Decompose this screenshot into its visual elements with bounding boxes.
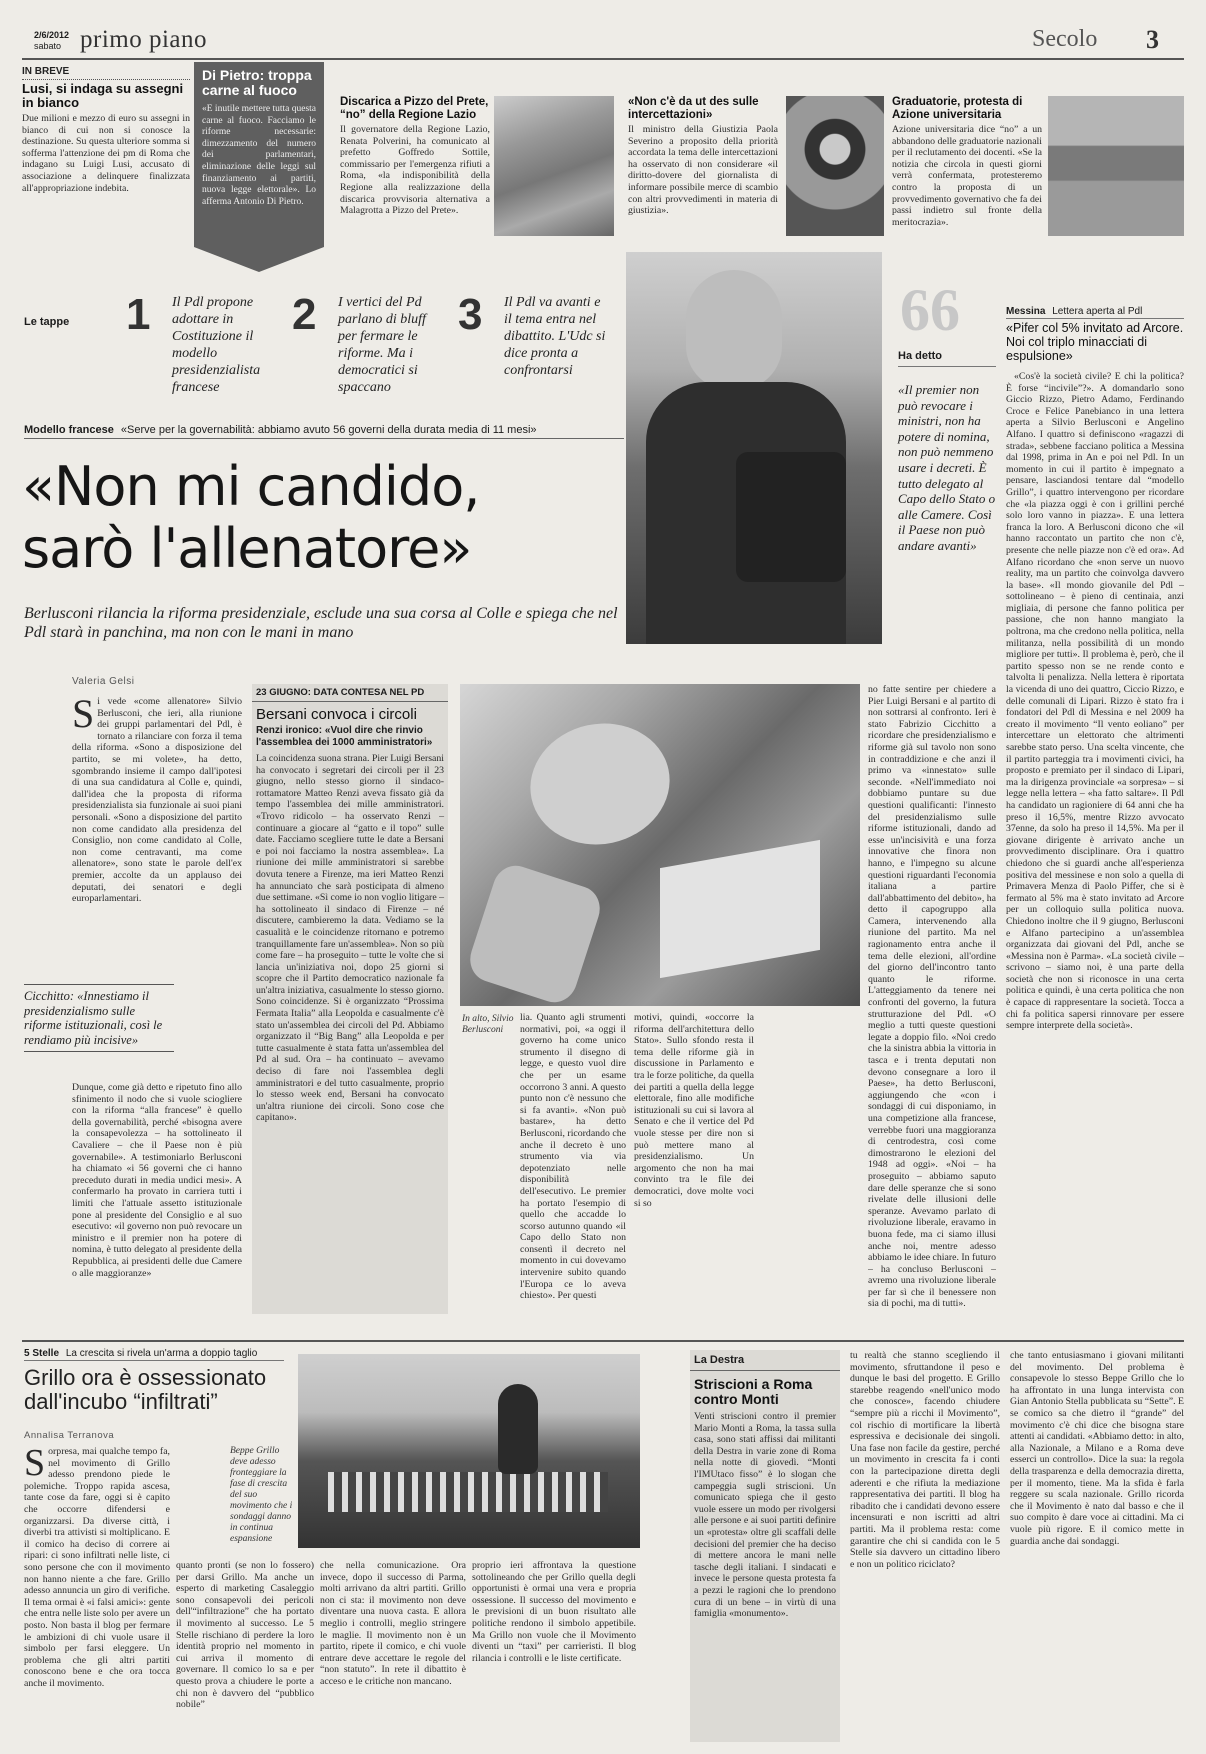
in-breve-title: Lusi, si indaga su assegni in bianco — [22, 81, 184, 110]
berlusconi-photo — [626, 252, 882, 644]
section-title: primo piano — [80, 26, 208, 53]
tappe-number: 1 — [126, 290, 151, 339]
flag-3 — [464, 860, 606, 1006]
messina-title: «Pifer col 5% invitato ad Arcore. Noi col triplo minacciati di espulsione» — [1006, 321, 1184, 363]
grillo-photo — [298, 1354, 640, 1548]
stelle-byline: Annalisa Terranova — [24, 1430, 115, 1441]
main-kicker-label: Modello francese — [24, 424, 114, 436]
grillo-caption: Beppe Grillo deve adesso fronteggiare la fase di crescita del suo movimento che i sondaggi danno in continua espansione — [230, 1446, 293, 1544]
stelle-kicker-label: 5 Stelle — [24, 1348, 60, 1359]
tappe-text: Il Pdl va avanti e il tema entra nel dibattito. L'Udc si dice pronta a confrontarsi — [504, 295, 606, 378]
photo-folder — [736, 452, 846, 582]
section-rule — [22, 1340, 1184, 1342]
stelle-title: Grillo ora è ossessionato dall'incubo “infiltrati” — [24, 1365, 267, 1414]
sidebar-23-giugno — [252, 684, 448, 1314]
ha-detto-quote: «Il premier non può revocare i ministri, non ha potere di nomina, non può nemmeno usare i decreti. È tutto delegato al Capo dello Stato o alle Camere. Così il Paese non può andare avanti» — [898, 382, 996, 553]
main-subhead: Berlusconi rilancia la riforma presidenziale, esclude una sua corsa al Colle e spiega che nel Pdl starà in panchina, ma non con le mani in mano — [24, 605, 618, 641]
flags-caption: In alto, Silvio Berlusconi — [462, 1014, 514, 1035]
destra-col-3: che tanto entusiasmano i giovani militanti del movimento. Del problema è consapevole lo stesso Beppe Grillo che lo ha affrontato in una lunga intervista con Gian Antonio Stella pubblicata su “Sette”. E se comico sa che dietro il “grande” del movimento c'è chi dice che bisogna stare attenti ai candidati. «Abbiamo detto: in alto, alla Nazionale, a Milano e a Roma deve esserci un controllo». Dice la sua: la regola della trasparenza e della democrazia diretta, per il momento, tiene. Ma la sfida è farla reggere su scala nazionale. Grillo ricorda che il Movimento è nato dal basso e che il suo compito è dare voce ai cittadini. Ma ci vuole più rigore. E il comico mette in guardia anche dai sondaggi. — [1010, 1350, 1184, 1547]
graduatorie-brief — [892, 96, 1042, 236]
masthead — [22, 26, 1184, 56]
in-breve-kicker: IN BREVE — [22, 66, 190, 80]
intercettazioni-brief — [628, 96, 778, 236]
pull-quote — [24, 984, 174, 1052]
stelle-body: orpresa, mai qualche tempo fa, nel movimento di Grillo adesso prendono piede le polemiche. Troppo rapida ascesa, tante cose da fare, oggi si è capito che occorre difendersi e organizzarsi. Da diverse città, i diverbi tra attivisti si moltiplicano. E il comico ha deciso di correre ai ripari: ci sono infiltrati nelle liste, ci sono persone che con il movimento non hanno niente a che fare. Grillo adesso annuncia un giro di verifiche. Il tema ormai è «i falsi amici»: gente che entra nelle liste solo per avere un posto. Non basta il blog per fermare le ambizioni di chi vuole usare il simbolo per farsi eleggere. Un problema che gli altri partiti conoscono bene e che ora tocca anche il movimento. — [24, 1446, 170, 1689]
tappe-text: I vertici del Pd parlano di bluff per fermare le riforme. Ma i democratici si spaccano — [338, 295, 426, 395]
sidebar-title: Bersani convoca i circoli — [256, 706, 417, 723]
stelle-kicker-text: La crescita si rivela un'arma a doppio taglio — [65, 1348, 258, 1359]
dipietro-title: Di Pietro: troppa carne al fuoco — [202, 67, 312, 98]
masthead-day: sabato — [34, 41, 62, 51]
headline-line-1: «Non mi candido, — [22, 455, 480, 518]
tappe-step-3 — [458, 290, 618, 410]
stelle-dropcap: S — [24, 1446, 46, 1484]
page-number: 3 — [1146, 25, 1159, 54]
masthead-date: 2/6/2012 — [34, 30, 70, 40]
main-kicker — [24, 424, 624, 439]
main-col-1 — [72, 696, 242, 996]
severino-photo — [786, 96, 884, 236]
messina-kicker: Lettera aperta al Pdl — [1052, 306, 1143, 317]
sidebar-body: La coincidenza suona strana. Pier Luigi Bersani ha convocato i segretari dei circoli per il 23 giugno, nello stesso giorno il sindaco-rottamatore Matteo Renzi aveva fissato già da tempo l'assemblea dei mille amministratori. «Trovo ridicolo – ha osservato Renzi – continuare a giocare al “gatto e il topo” sulle date. Facciamo scegliere tutte le date a Bersani e poi noi facciamo la nostra assemblea». La riunione dei mille amministratori si sarebbe dovuta tenere a Firenze, ma ieri Matteo Renzi ha annunciato che sarà posticipata di almeno due settimane. «Sì come io non voglio litigare – ha sottolineato il sindaco di Firenze – né discutere, cambieremo la data. Vediamo se la casualità e le coincidenze ritornano e potremo tranquillamente fare un'assemblea». Non so più come fare – ha proseguito – tutte le volte che si lancia un'iniziativa noi, dopo 25 giorni si scopre che il Partito democratico nazionale fa un'altra iniziativa, casualmente lo stesso giorno. Sono coincidenze. Si è organizzato “Prossima Fermata Italia” alla Leopolda e casualmente c'è stato un'assemblea dei circoli del Pd. Abbiamo organizzato il “Big Bang” alla Leopolda e per tutte casualmente è stata fatta un'assemblea del Pd al sud. Ora – ha continuato – avevamo deciso di fare noi l'assemblea degli amministratori e del tutto casualmente, proprio lo stesso week end, Bersani ha convocato un'altra riunione dei circoli. Sono cose che capitano». — [256, 753, 445, 1124]
destra-label: La Destra — [690, 1350, 840, 1371]
stelle-col-4: proprio ieri affrontava la questione sottolineando che per Grillo quella degli opportunisti è ormai una vera e propria ossessione. Il successo del movimento e le previsioni di un buon risultato alle politiche rendono il simbolo appetibile. Ma Grillo non vuole che il Movimento diventi un “taxi” per carrieristi. Il blog rilancia i controlli e le liste certificate. — [472, 1560, 636, 1664]
main-col-2: lia. Quanto agli strumenti normativi, poi, «a oggi il governo ha come unico strumento il disegno di legge, e questo vuol dire che per un esame occorrono 3 anni. A questo punto non c'è nessuno che si fa avanti». «Non può bastare», ha detto Berlusconi, ricordando che anche il decreto è uno strumento via via depotenziato nelle disponibilità dell'esecutivo. Le premier ha portato l'esempio di quello che accadde lo scorso autunno quando «il Capo dello Stato non consentì il decreto nel momento in cui dovevamo intervenire subito quando l'Europa ce lo aveva chiesto». Per questi — [520, 1012, 626, 1302]
la-destra-box — [690, 1350, 840, 1742]
sidebar-sub: Renzi ironico: «Vuol dire che rinvio l'assemblea dei 1000 amministratori» — [256, 725, 433, 748]
photo-face — [686, 270, 782, 390]
stelle-kicker — [24, 1348, 284, 1361]
main-col-4: no fatte sentire per chiedere a Pier Luigi Bersani e al partito di non sottrarsi al confronto. Ieri è stato Fabrizio Cicchitto a ricordare che presidenzialismo e riforme già sul tavolo non sono in contraddizione e che anzi il primo va «innestato» sulle seconde. «Nell'immediato noi dobbiamo puntare su due questioni qualificanti: l'innesto del presidenzialismo sulle riforme istituzionali, dando ad esse un'incisività e una forza innovative che finora non hanno, e l'impegno su alcune questioni riguardanti l'economia italiana a partire dall'abbattimento del debito», ha detto il capogruppo alla Camera, intervenendo alla riunione del partito. Ma nel ragionamento entra anche il tema delle elezioni, all'ordine del giorno dell'incontro tanto quanto le riforme. L'atteggiamento da tenere nei confronti del governo, la futura strutturazione del Pdl. «O meglio a tutti queste questioni legate a doppio filo. «Noi credo che la sinistra abbia la vittoria in tasca e i trenta deputati non devono consegnare a loro il Paese», ha detto Berlusconi, aggiungendo che «con i sondaggi di cui disponiamo, in una competizione alla francese, verrebbe fuori una maggioranza di centrodestra, così come dimostrarono le elezioni del 1948 ad oggi». «Noi – ha proseguito – abbiamo saputo dare delle speranze che si sono rivelate delle illusioni delle speranze. Avevamo parlato di rivoluzione liberale, eravamo in buona fede, ma ci siamo illusi anche noi, mentre adesso abbiamo le idee chiare. In futuro – ha concluso Berlusconi – avremo una rivoluzione liberale per far sì che il benessere non sia di pochi, ma di tutti». — [868, 684, 996, 1310]
intercettazioni-body: Il ministro della Giustizia Paola Severino a proposito della priorità accordata la tema delle intercettazioni ha osservato di non considerare «il diritto-dovere del giornalista di informare possibile merce di scambio con altri provvedimenti in materia di giustizia». — [628, 124, 778, 217]
main-col-3: motivi, quindi, «occorre la riforma dell'architettura dello Stato». Sullo sfondo resta il tema delle riforme già in discussione in Parlamento e tra le forze politiche, da quella dei partiti a quella della legge elettorale, fino alle modifiche istituzionali su cui si lavora al Senato e che il vertice del Pd vuole stesse per dire non si può mettere mano al presidenzialismo. Un argomento che non ha mai convinto tra le file dei democratici, dove molte voci si so — [634, 1012, 754, 1209]
stelle-col-3: che nella comunicazione. Ora invece, dopo il successo di Parma, molti arrivano da altri partiti. Grillo non ci sta: il movimento non deve diventare una nuova casta. E allora meglio i controlli, meglio stringere le maglie. Il movimento non è un partito, ripete il comico, e chi vuole entrare deve accettare le regole del “non statuto”. In rete il dibattito è acceso e le critiche non mancano. — [320, 1560, 466, 1687]
photo-barrier — [328, 1472, 608, 1512]
discarica-title: Discarica a Pizzo del Prete, “no” della Regione Lazio — [340, 96, 489, 121]
main-kicker-text: «Serve per la governabilità: abbiamo avuto 56 governi della durata media di 11 mesi» — [120, 424, 537, 436]
flag-2 — [660, 840, 820, 978]
masthead-rule — [22, 58, 1184, 60]
garbage-photo — [494, 96, 614, 236]
headline-line-2: sarò l'allenatore» — [22, 517, 472, 580]
sidebar-label: 23 GIUGNO: DATA CONTESA NEL PD — [252, 684, 448, 702]
graduatorie-body: Azione universitaria dice “no” a un abbandono delle graduatorie nazionali per il reclutamento dei docenti. «Se la notizia che circola in questi giorni verrà confermata, protesteremo contro la proposta di un provvedimento governativo che fa dei passi indietro sul fronte della meritocrazia». — [892, 124, 1042, 228]
tappe-number: 2 — [292, 290, 317, 339]
messina-body: «Cos'è la società civile? E chi la politica? È forse “incivile”?». A domandarlo sono Giccio Rizzo, Pietro Adamo, Ferdinando Croce e Felice Panebianco in una lettera aperta a Silvio Berlusconi e Angelino Alfano. I quattro si definiscono «ragazzi di strada», sebbene facciano politica a Messina dal 1998, prima in An e poi nel Pdl. In un momento in cui il partito è impegnato a pensare, lasciandosi tentare dal “modello Grillo”, i quattro intervengono per ricordare che «la piazza oggi è con i grillini perché solo loro vanno in piazza». E una lettera franca la loro. A Berlusconi dicono che «il hanno raccontato un partito che non c'è, presente che nelle piazze non c'è ed ora». Ad Alfano ricordano che «non serve un nuovo reality, ma un partito che coinvolga davvero la base». «Il mondo giovanile del Pdl – sottolineano – è pieno di centinaia, anzi migliaia, di persone che fanno politica per passione, che non hanno mangiato la poltrona, ma che credono nella politica, nella militanza, nella possibilità di un mondo migliore per tutti». Il problema è, però, che il partito spesso non se ne rende conto e talvolta li penalizza. Nella lettera è riportata la vicenda di uno dei quattro, Ciccio Rizzo, e delle comunali di Lipari. Rizzo è stato fra i fondatori del Pdl di Messina e nel 2009 ha creato il movimento “Il vento eoliano” per intercettare un elettorato che altrimenti sarebbe stato perso. Una scelta vincente, che il partito parteggia tra i movimenti civici, ha proposto e premiato per il sindaco di Lipari, ma la dirigenza provinciale «a sorpresa» – si legge nella lettera – «ha fatto saltare». Il Pdl ha candidato un ragioniere di 64 anni che ha preso il 16,5%, mentre Rizzo avvocato 37enne, da solo ha preso il 14,5%. Ma per il giovane dirigente è arrivato anche un provvedimento disciplinare. Ora i quattro chiedono che si guardi anche all'esperienza positiva del messinese e non solo a quella di Primavera Menza di Paolo Piffer, che si è fermato al 5% ma è stato invitato ad Arcore per un colloquio sulla politica nuova. Chiedono inoltre che il 9 giugno, Berlusconi e Alfano partecipino a un'assemblea organizzata dai giovani del Pdl, anche se «Messina non è Parma». «La società civile – scrivono – siamo noi, è una parte della società che non si riconosce in una certa politica e quindi, è una certa politica che non è capace di rappresentare la società. Tocca a chi fa politica sapersi rinnovare per essere sempre interprete della società». — [1006, 371, 1184, 1032]
main-headline — [22, 456, 622, 580]
main-body-a: i vede «come allenatore» Silvio Berlusconi, che ieri, alla riunione dei gruppi parlamentari del Pdl, è tornato a rilanciare con forza il tema della riforma. «Sono a disposizione del partito, se mi volete», ha detto, sgombrando insieme il campo dall'ipotesi di una sua candidatura al Colle e, quindi, dall'idea che la proposta di riforma presidenzialista sia funzionale ai suoi piani personali. «Sono a disposizione del partito non come candidato alla presidenza del Consiglio, non come candidato al Colle, non come centravanti, ma come allenatore», sono state le parole dell'ex premier, accolte da un applauso dei deputati, dei senatori e degli europarlamentari. — [72, 696, 242, 905]
stelle-col-1 — [24, 1446, 170, 1740]
in-breve — [22, 66, 190, 246]
photo-speaker — [498, 1384, 538, 1474]
discarica-brief — [340, 96, 490, 236]
dropcap: S — [72, 696, 95, 736]
destra-title: Striscioni a Roma contro Monti — [694, 1376, 813, 1407]
flags-photo — [460, 684, 860, 1006]
pull-quote-text: Cicchitto: «Innestiamo il presidenzialismo sulle riforme istituzionali, così le rendiamo più incisive» — [24, 989, 163, 1047]
ha-detto-label: Ha detto — [898, 350, 942, 362]
tappe-step-1 — [126, 290, 286, 410]
main-col-1b: Dunque, come già detto e ripetuto fino allo sfinimento il nodo che si vuole sciogliere con la riforma “alla francese” è quello della governabilità, perché «bisogna avere la consapevolezza – ha sottolineato il Cavaliere – che il Paese non è più governabile». A testimoniarlo Berlusconi ha chiamato «i 56 governi che ci hanno preceduto durati in media undici mesi». A confermarlo ha provato in carriera tutti i limiti che l'attuale assetto istituzionale pone al presidente del Consiglio e al suo esecutivo: «il governo non può revocare un ministro e il premier non ha potere di nomina, è tutto delegato al presidente della Repubblica, ai presidenti delle due Camere o alle maggioranze» — [72, 1082, 242, 1279]
dipietro-box — [194, 62, 324, 272]
university-photo — [1048, 96, 1184, 236]
ha-detto — [894, 277, 1000, 596]
quote-mark: 66 — [900, 277, 960, 343]
destra-body: Venti striscioni contro il premier Mario Monti a Roma, la tassa sulla casa, sono stati affissi dai militanti della Destra in varie zone di Roma nella notte di giovedì. “Monti l'IMUtaco fisso” è lo slogan che campeggia sugli striscioni. Un comunicato spiega che il gesto vuole essere un modo per rivolgersi alle persone e ai suoi partiti definire un «protesta» oltre gli scaffali delle decisioni del premier che ha deciso di mettere ancora le mani nelle tasche degli italiani. I sindacati e invece le persone questa protesta fa a pezzi le ragioni che lo prendono cura di un bene – in virtù di una famiglia «monumento». — [694, 1411, 836, 1620]
in-breve-body: Due milioni e mezzo di euro su assegni in bianco di cui non si conosce la destinazione. Su questa ulteriore somma si sofferma l'attenzione dei pm di Roma che indagano su Luigi Lusi, accusato di associazione a delinquere finalizzata all'appropriazione indebita. — [22, 113, 190, 194]
destra-col-2: tu realtà che stanno scegliendo il movimento, sfruttandone il peso e dunque le basi del progetto. E Grillo starebbe reagendo «nell'unico modo che conosce», facendo chiudere “sempre più a ricchi il Movimento”, col rischio di mortificare la libertà espressiva e decisionale dei singoli. Una fase non facile da gestire, perché un movimento in crescita fa i conti con la partecipazione diretta degli aderenti e che rifiuta la mediazione rappresentativa dei partiti. Il blog ha ribadito che i candidati devono essere incensurati e non iscritti ad altri partiti. Ma il problema resta: come garantire che chi si candida con le 5 Stelle sia davvero un cittadino libero e non un politico riciclato? — [850, 1350, 1000, 1570]
tappe-text: Il Pdl propone adottare in Costituzione il modello presidenzialista francese — [172, 295, 261, 395]
intercettazioni-title: «Non c'è da ut des sulle intercettazioni» — [628, 96, 759, 121]
discarica-body: Il governatore della Regione Lazio, Renata Polverini, ha comunicato al prefetto Goffredo Sottile, commissario per l'emergenza rifiuti a Roma, «la indisponibilità della Regione alla realizzazione della discarica provvisoria alternativa a Malagrotta a Pizzo del Prete». — [340, 124, 490, 217]
tappe-step-2 — [292, 290, 452, 410]
dipietro-body: «È inutile mettere tutta questa carne al fuoco. Facciamo le riforme necessarie: dimezzamento del numero dei parlamentari, eliminazione delle leggi sul finanziamento ai partiti, nuova legge elettorale». Lo afferma Antonio Di Pietro. — [202, 104, 316, 207]
tappe-label: Le tappe — [24, 316, 70, 328]
graduatorie-title: Graduatorie, protesta di Azione universitaria — [892, 96, 1023, 121]
tappe-number: 3 — [458, 290, 483, 339]
flag-1 — [519, 711, 681, 857]
main-byline: Valeria Gelsi — [72, 676, 135, 687]
stelle-col-2: quanto pronti (se non lo fossero) per darsi Grillo. Ma anche un esperto di marketing Casaleggio sono consapevoli dei pericoli dell'“infiltrazione” che ha portato il movimento al successo. Le 5 Stelle rischiano di perdere la loro identità proprio nel momento in cui arriva il momento di governare. Il comico lo sa e per questo prova a chiudere le porte a chi non è davvero del “pubblico nobile” — [176, 1560, 314, 1711]
paper-name: Secolo — [1032, 26, 1098, 52]
messina-column — [1006, 306, 1184, 1330]
messina-label: Messina — [1006, 306, 1046, 317]
